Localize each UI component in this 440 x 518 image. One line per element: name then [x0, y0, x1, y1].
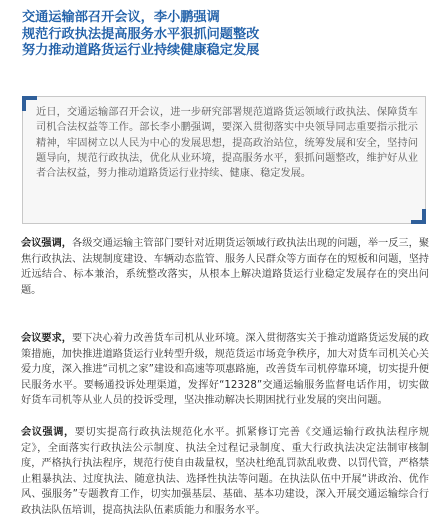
corner-accent-top-left [22, 96, 37, 111]
headline-line-1: 交通运输部召开会议，李小鹏强调 [22, 10, 220, 25]
headline-line-3: 努力推动道路货运行业持续健康稳定发展 [22, 43, 260, 58]
summary-text: 近日，交通运输部召开会议，进一步研究部署规范道路货运领域行政执法、保障货车司机合法权益等工作。部长李小鹏强调，要深入贯彻落实中央领导同志重要指示批示精神，牢固树立以人民为中心的发展思想，提高政治站位，统筹发展和安全，坚持问题导向，规范行政执法，优化从业环境，提高服务水平，狠抓问题整改，维护好从业者合法权益，努力推动道路货运行业持续、健康、稳定发展。 [36, 107, 418, 180]
corner-accent-bottom-right [411, 209, 426, 224]
summary-box [22, 96, 426, 224]
paragraph-3-lead: 会议强调， [21, 427, 75, 438]
paragraph-2-lead: 会议要求， [21, 333, 73, 344]
paragraph-1-text: 各级交通运输主管部门要针对近期货运领域行政执法出现的问题，举一反三，聚焦行政执法、法规制度建设、车辆动态监管、服务人民群众等方面存在的短板和问题，坚持近远结合、标本兼治，系统整改落实，从根本上解决道路货运行业稳定发展存在的突出问题。 [21, 238, 430, 296]
paragraph-1 [21, 236, 429, 298]
paragraph-2-text: 要下决心着力改善货车司机从业环境。深入贯彻落实关于推动道路货运发展的政策措施，加快推进道路货运行业转型升级，规范货运市场竞争秩序，加大对货车司机关心关爱力度，深入推进“司机之家”建设和高速等项惠路施，改善货车司机停靠环境，切实提升便民服务水平。要畅通投诉处理渠道，发挥好“12328”交通运输服务监督电话作用，切实做好货车司机等从业人员的投诉受理，坚决推动解决长期困扰行业发展的突出问题。 [21, 333, 430, 406]
paragraph-2 [21, 331, 429, 409]
paragraph-3-text: 要切实提高行政执法规范化水平。抓紧修订完善《交通运输行政执法程序规定》，全面落实行政执法公示制度、执法全过程记录制度、重大行政执法决定法制审核制度，严格执行执法程序，规范行使自由裁量权，坚决杜绝乱罚款乱收费、以罚代管，严格禁止粗暴执法、过度执法、随意执法、选择性执法等问题。在执法队伍中开展“讲政治、优作风、强服务”专题教育工作，切实加强基层、基础、基本功建设，深入开展交通运输综合行政执法队伍培训，提高执法队伍素质能力和服务水平。 [21, 427, 430, 516]
paragraph-3 [21, 425, 429, 518]
paragraph-1-lead: 会议强调， [21, 238, 73, 249]
headline-line-2: 规范行政执法提高服务水平狠抓问题整改 [22, 26, 260, 42]
headline [22, 10, 422, 60]
